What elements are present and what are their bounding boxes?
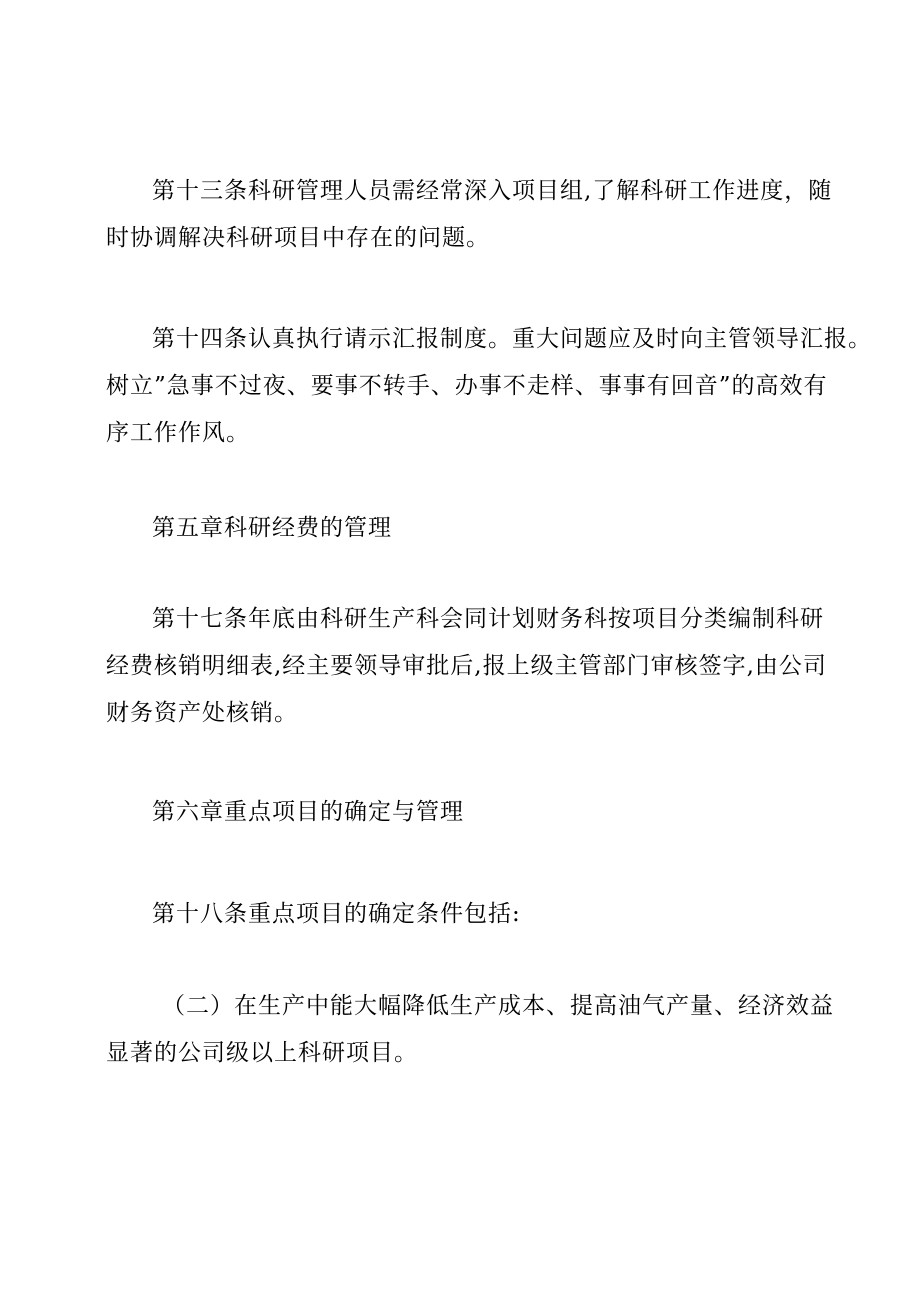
- paragraph-line: 时协调解决科研项目中存在的问题。: [106, 225, 490, 251]
- paragraph-line: 树立”急事不过夜、要事不转手、办事不走样、事事有回音”的高效有: [106, 373, 828, 399]
- paragraph-line: 财务资产处核销。: [106, 700, 298, 726]
- paragraph-line: 第十八条重点项目的确定条件包括:: [152, 901, 521, 927]
- paragraph-line: （二）在生产中能大幅降低生产成本、提高油气产量、经济效益: [162, 993, 834, 1019]
- paragraph-line: 经费核销明细表,经主要领导审批后,报上级主管部门审核签字,由公司: [106, 653, 827, 679]
- article-14-paragraph: [106, 316, 872, 457]
- chapter-title: 第五章科研经费的管理: [152, 515, 392, 541]
- chapter-5-heading: [106, 505, 816, 552]
- paragraph-line: 第十七条年底由科研生产科会同计划财务科按项目分类编制科研: [152, 606, 824, 632]
- article-13-paragraph: [106, 168, 833, 262]
- paragraph-line: 第十三条科研管理人员需经常深入项目组,了解科研工作进度，随: [152, 178, 833, 204]
- article-17-paragraph: [106, 596, 827, 737]
- item-2-paragraph: [106, 983, 834, 1077]
- paragraph-line: 显著的公司级以上科研项目。: [106, 1040, 418, 1066]
- article-18-paragraph: [106, 891, 816, 938]
- chapter-title: 第六章重点项目的确定与管理: [152, 799, 464, 825]
- paragraph-line: 序工作作风。: [106, 420, 250, 446]
- chapter-6-heading: [106, 789, 816, 836]
- paragraph-line: 第十四条认真执行请示汇报制度。重大问题应及时向主管领导汇报。: [152, 326, 872, 352]
